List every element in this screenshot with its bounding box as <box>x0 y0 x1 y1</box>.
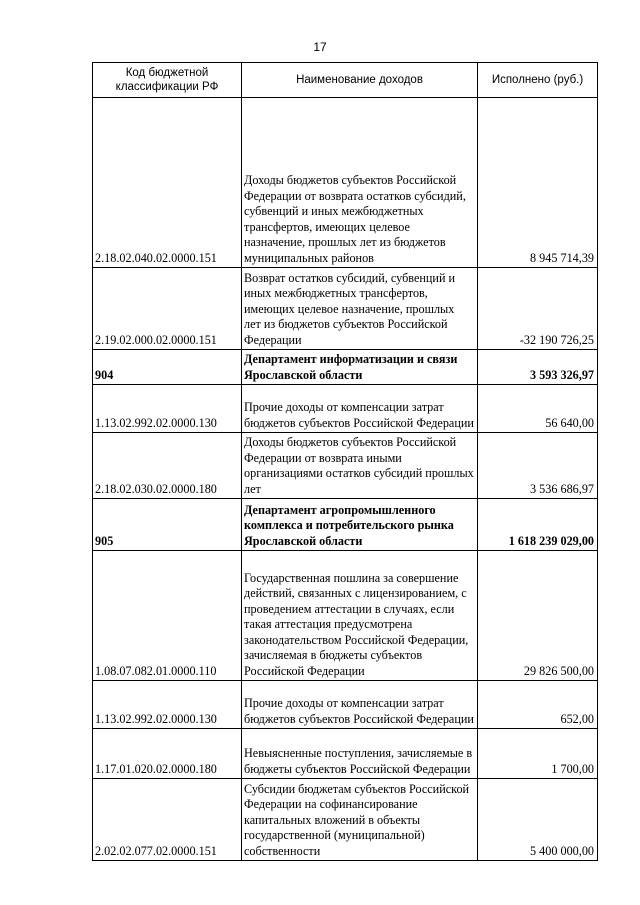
table-row <box>93 350 598 385</box>
table-row <box>93 681 598 729</box>
row-name: Прочие доходы от компенсации затрат бюджетов субъектов Российской Федерации <box>242 681 478 729</box>
row-code: 2.18.02.040.02.0000.151 <box>93 98 242 268</box>
table-row <box>93 268 598 350</box>
revenue-table <box>92 62 598 861</box>
table-row <box>93 433 598 499</box>
table-row <box>93 499 598 551</box>
row-amount: -32 190 726,25 <box>478 268 598 350</box>
row-name: Департамент агропромышленного комплекса и потребительского рынка Ярославской области <box>242 499 478 551</box>
row-code: 1.13.02.992.02.0000.130 <box>93 385 242 433</box>
row-amount: 652,00 <box>478 681 598 729</box>
row-code: 2.19.02.000.02.0000.151 <box>93 268 242 350</box>
row-name: Доходы бюджетов субъектов Российской Федерации от возврата остатков субсидий, субвенций и иных межбюджетных трансфертов, имеющих целевое назначение, прошлых лет из бюджетов муниципальных районов <box>242 98 478 268</box>
row-name: Субсидии бюджетам субъектов Российской Федерации на софинансирование капитальных вложений в объекты государственной (муниципальной) собственности <box>242 779 478 861</box>
row-amount: 56 640,00 <box>478 385 598 433</box>
table-row <box>93 729 598 779</box>
row-name: Государственная пошлина за совершение действий, связанных с лицензированием, с проведением аттестации в случаях, если такая аттестация предусмотрена законодательством Российской Федерации, зачисляемая в бюджеты субъектов Российской Федерации <box>242 551 478 681</box>
row-amount: 8 945 714,39 <box>478 98 598 268</box>
row-amount: 3 536 686,97 <box>478 433 598 499</box>
table-row <box>93 779 598 861</box>
table-row <box>93 551 598 681</box>
row-name: Прочие доходы от компенсации затрат бюджетов субъектов Российской Федерации <box>242 385 478 433</box>
row-name: Невыясненные поступления, зачисляемые в бюджеты субъектов Российской Федерации <box>242 729 478 779</box>
header-name: Наименование доходов <box>242 63 478 98</box>
row-amount: 3 593 326,97 <box>478 350 598 385</box>
row-code: 1.13.02.992.02.0000.130 <box>93 681 242 729</box>
row-code: 905 <box>93 499 242 551</box>
row-code: 904 <box>93 350 242 385</box>
table-row <box>93 385 598 433</box>
row-code: 1.08.07.082.01.0000.110 <box>93 551 242 681</box>
row-amount: 1 618 239 029,00 <box>478 499 598 551</box>
row-code: 1.17.01.020.02.0000.180 <box>93 729 242 779</box>
header-code: Код бюджетной классификации РФ <box>93 63 242 98</box>
row-name: Доходы бюджетов субъектов Российской Федерации от возврата иными организациями остатков субсидий прошлых лет <box>242 433 478 499</box>
table-row <box>93 98 598 268</box>
row-code: 2.18.02.030.02.0000.180 <box>93 433 242 499</box>
row-code: 2.02.02.077.02.0000.151 <box>93 779 242 861</box>
row-amount: 5 400 000,00 <box>478 779 598 861</box>
row-name: Возврат остатков субсидий, субвенций и иных межбюджетных трансфертов, имеющих целевое назначение, прошлых лет из бюджетов субъектов Российской Федерации <box>242 268 478 350</box>
header-amount: Исполнено (руб.) <box>478 63 598 98</box>
row-name: Департамент информатизации и связи Ярославской области <box>242 350 478 385</box>
table-header-row <box>93 63 598 98</box>
page-number: 17 <box>313 40 327 54</box>
row-amount: 29 826 500,00 <box>478 551 598 681</box>
row-amount: 1 700,00 <box>478 729 598 779</box>
